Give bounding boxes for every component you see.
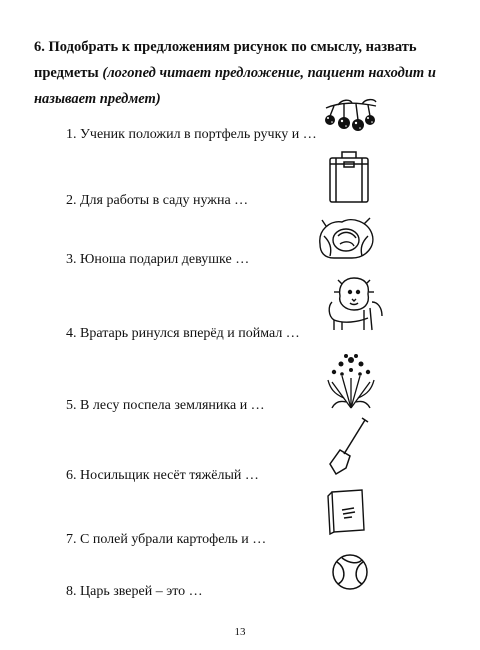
sentence-5: 5. В лесу поспела земляника и …	[66, 398, 265, 413]
page-number: 13	[234, 626, 246, 638]
task-heading	[34, 34, 454, 112]
sentence-6: 6. Носильщик несёт тяжёлый …	[66, 468, 259, 483]
sentence-1: 1. Ученик положил в портфель ручку и …	[66, 127, 317, 142]
task-note: (логопед читает предложение, пациент находит и называет предмет)	[34, 65, 436, 107]
berries-icon	[322, 98, 380, 138]
sentence-8: 8. Царь зверей – это …	[66, 584, 203, 599]
sentence-2: 2. Для работы в саду нужна …	[66, 193, 249, 208]
ball-icon	[330, 552, 370, 592]
book-icon	[326, 486, 370, 536]
sentence-7: 7. С полей убрали картофель и …	[66, 532, 267, 547]
suitcase-icon	[326, 148, 372, 206]
sentence-4: 4. Вратарь ринулся вперёд и поймал …	[66, 326, 300, 341]
flowers-icon	[324, 348, 378, 410]
task-title: 6. Подобрать к предложениям рисунок по смыслу, назвать предметы	[34, 39, 417, 81]
cabbage-icon	[316, 214, 376, 262]
shovel-icon	[326, 414, 372, 476]
lion-icon	[324, 272, 386, 334]
sentence-3: 3. Юноша подарил девушке …	[66, 252, 250, 267]
